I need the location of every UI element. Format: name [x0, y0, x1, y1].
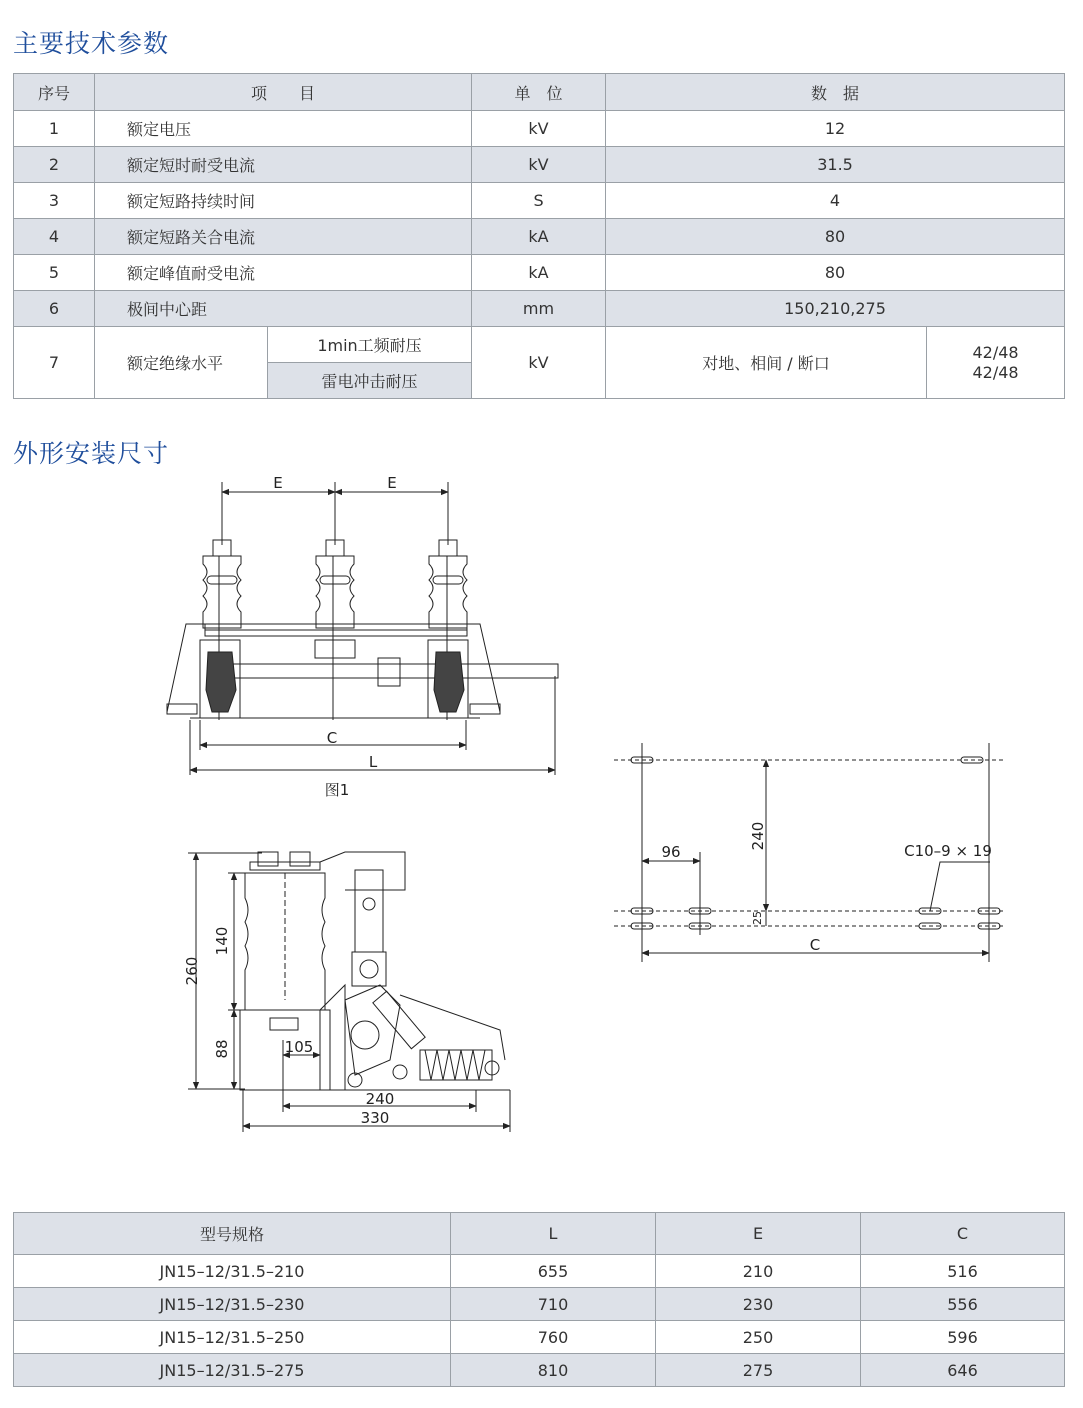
row-value: 80 [606, 255, 1065, 291]
dim-label-240: 240 [365, 1090, 395, 1108]
row-index: 7 [14, 327, 95, 399]
dim-label-e2: E [387, 474, 397, 492]
row-index: 2 [14, 147, 95, 183]
table-row [14, 1255, 1065, 1288]
dim-label-e1: E [273, 474, 283, 492]
dim-label-25: 25 [751, 911, 764, 925]
side-view-drawing [188, 852, 510, 1132]
row-value: 31.5 [606, 147, 1065, 183]
row-value: 150,210,275 [606, 291, 1065, 327]
header-unit: 单 位 [472, 74, 606, 111]
row-c: 556 [861, 1288, 1065, 1321]
dim-label-96: 96 [661, 843, 681, 861]
row-l: 760 [451, 1321, 656, 1354]
row-item: 额定绝缘水平 [95, 327, 268, 399]
dim-label-88: 88 [213, 1039, 231, 1059]
row-c: 646 [861, 1354, 1065, 1387]
row-index: 4 [14, 219, 95, 255]
table-row [14, 1288, 1065, 1321]
row-item: 极间中心距 [95, 291, 472, 327]
row-unit: kV [472, 111, 606, 147]
row-item: 额定短时耐受电流 [95, 147, 472, 183]
row-item: 额定短路关合电流 [95, 219, 472, 255]
dim-label-c: C [326, 729, 338, 747]
row-l: 710 [451, 1288, 656, 1321]
row-item: 额定电压 [95, 111, 472, 147]
row-e: 250 [656, 1321, 861, 1354]
row-e: 275 [656, 1354, 861, 1387]
row-desc: 对地、相间 / 断口 [606, 327, 927, 399]
section-title-parameters: 主要技术参数 [13, 29, 170, 58]
row-subitem: 1min工频耐压 [268, 327, 472, 363]
header-l: L [451, 1213, 656, 1255]
row-value: 80 [606, 219, 1065, 255]
row-model: JN15–12/31.5–230 [14, 1288, 451, 1321]
dim-label-330: 330 [360, 1109, 390, 1127]
table-header-row [14, 1213, 1065, 1255]
hole-spec-label: C10–9 × 19 [904, 842, 992, 860]
row-index: 1 [14, 111, 95, 147]
row-c: 596 [861, 1321, 1065, 1354]
row-unit: kA [472, 219, 606, 255]
dim-label-l: L [368, 753, 378, 771]
row-unit: kA [472, 255, 606, 291]
row-value-1: 42/48 [972, 342, 1019, 362]
row-unit: kV [472, 327, 606, 399]
dim-label-140: 140 [213, 926, 231, 956]
row-item: 额定短路持续时间 [95, 183, 472, 219]
dim-label-260: 260 [183, 956, 201, 986]
row-item: 额定峰值耐受电流 [95, 255, 472, 291]
figure-caption: 图1 [324, 781, 350, 799]
row-l: 810 [451, 1354, 656, 1387]
row-index: 5 [14, 255, 95, 291]
row-value: 12 [606, 111, 1065, 147]
row-model: JN15–12/31.5–250 [14, 1321, 451, 1354]
row-model: JN15–12/31.5–210 [14, 1255, 451, 1288]
table-row [14, 1321, 1065, 1354]
row-l: 655 [451, 1255, 656, 1288]
row-model: JN15–12/31.5–275 [14, 1354, 451, 1387]
row-c: 516 [861, 1255, 1065, 1288]
row-e: 230 [656, 1288, 861, 1321]
dim-label-105: 105 [284, 1038, 314, 1056]
dim-label-c-plan: C [809, 936, 821, 954]
header-data: 数 据 [606, 74, 1065, 111]
front-view-drawing [167, 482, 558, 775]
header-item: 项 目 [95, 74, 472, 111]
row-e: 210 [656, 1255, 861, 1288]
row-value-2: 42/48 [972, 362, 1019, 382]
row-subitem: 雷电冲击耐压 [268, 363, 472, 399]
header-index: 序号 [14, 74, 95, 111]
row-index: 6 [14, 291, 95, 327]
header-model: 型号规格 [14, 1213, 451, 1255]
header-c: C [861, 1213, 1065, 1255]
dim-label-240-plan: 240 [749, 821, 767, 851]
row-index: 3 [14, 183, 95, 219]
model-dimensions-table [13, 1212, 1065, 1387]
table-row [14, 1354, 1065, 1387]
row-unit: kV [472, 147, 606, 183]
section-title-dimensions: 外形安装尺寸 [13, 439, 170, 468]
row-unit: S [472, 183, 606, 219]
row-unit: mm [472, 291, 606, 327]
row-value: 4 [606, 183, 1065, 219]
header-e: E [656, 1213, 861, 1255]
